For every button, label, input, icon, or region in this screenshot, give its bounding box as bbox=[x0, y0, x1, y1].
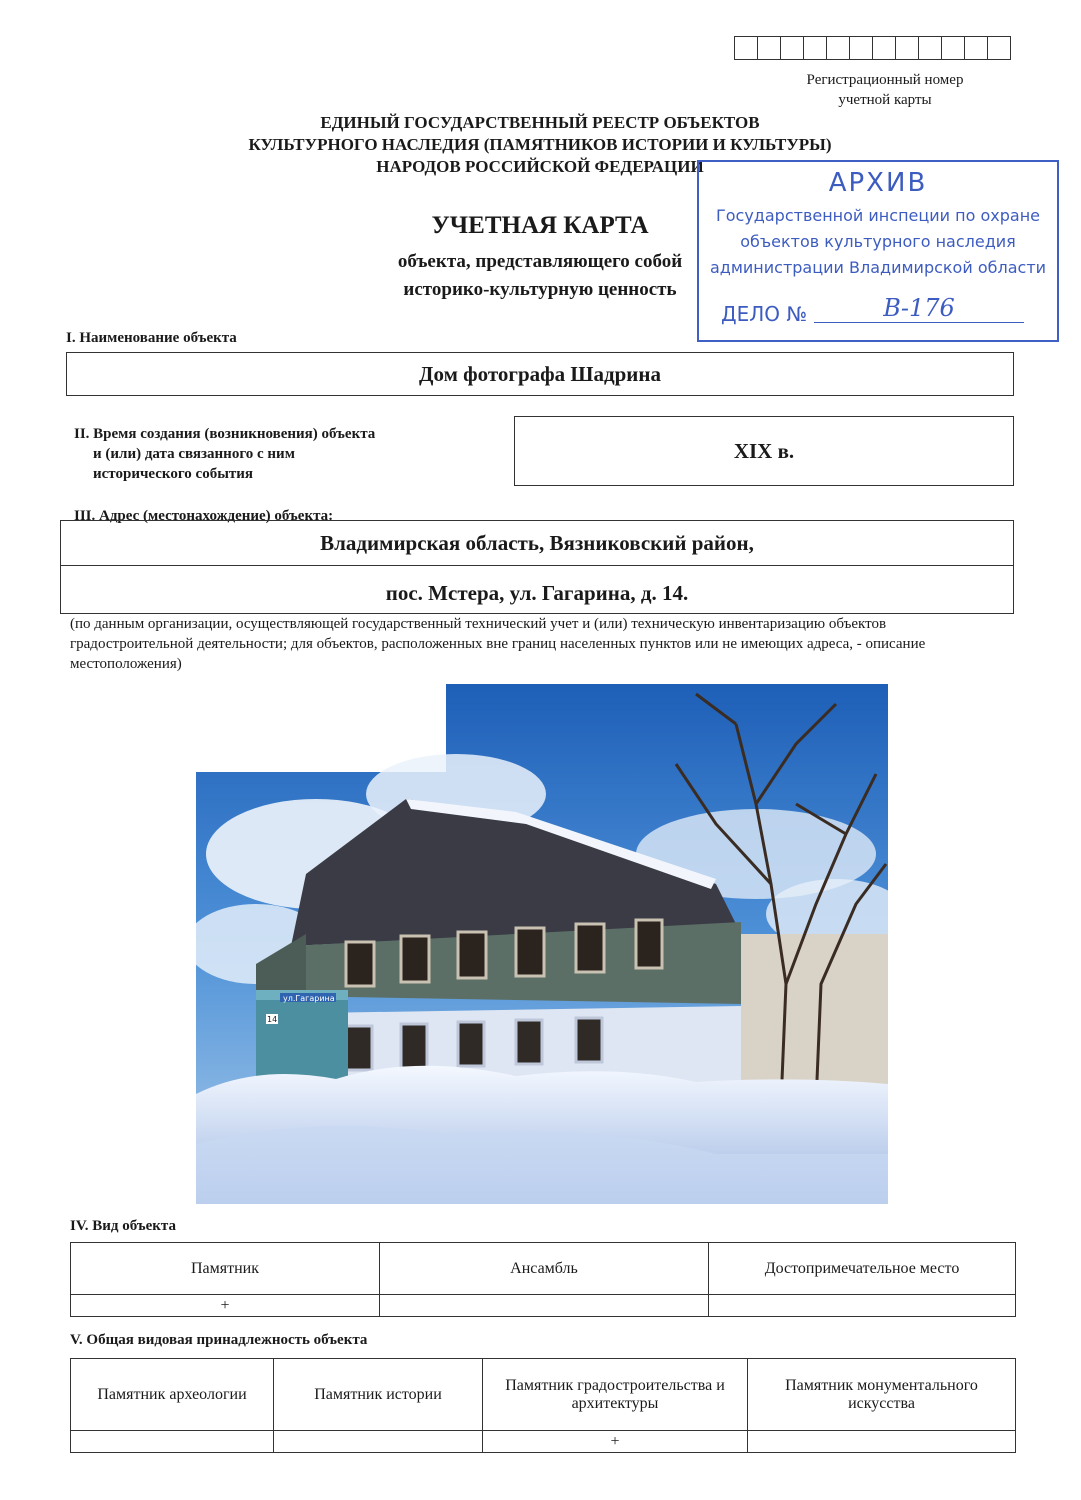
section2-label-line3: исторического события bbox=[93, 466, 254, 482]
registration-digit-box bbox=[872, 36, 896, 60]
section5-label: V. Общая видовая принадлежность объекта bbox=[70, 1332, 368, 1348]
object-category-header: Памятник монументального искусства bbox=[748, 1359, 1016, 1431]
registration-digit-box bbox=[757, 36, 781, 60]
section2-label-line1: II. Время создания (возникновения) объекта bbox=[74, 426, 376, 442]
street-sign-text: ул.Гагарина bbox=[283, 994, 335, 1003]
section3-label: III. Адрес (местонахождение) объекта: bbox=[74, 508, 334, 524]
registration-label bbox=[770, 70, 1000, 110]
object-category-header: Памятник истории bbox=[274, 1359, 483, 1431]
registration-digit-box bbox=[849, 36, 873, 60]
section1-label: I. Наименование объекта bbox=[66, 330, 237, 346]
object-type-mark: + bbox=[71, 1295, 380, 1317]
object-category-mark: + bbox=[483, 1431, 748, 1453]
registration-label-line2: учетной карты bbox=[838, 92, 932, 108]
object-type-mark bbox=[380, 1295, 709, 1317]
archive-stamp bbox=[697, 160, 1059, 342]
card-title: УЧЕТНАЯ КАРТА bbox=[431, 212, 649, 239]
card-subtitle-line1: объекта, представляющего собой bbox=[397, 251, 683, 272]
object-type-mark-row bbox=[71, 1295, 1016, 1317]
registration-digit-box bbox=[918, 36, 942, 60]
object-category-mark bbox=[274, 1431, 483, 1453]
stamp-line1: Государственной инспеции по охране bbox=[715, 206, 1040, 225]
address-field bbox=[60, 520, 1014, 614]
stamp-title: АРХИВ bbox=[828, 168, 928, 198]
object-category-table bbox=[70, 1358, 1016, 1453]
section2-label bbox=[74, 424, 494, 484]
object-name-field: Дом фотографа Шадрина bbox=[66, 352, 1014, 396]
object-type-table bbox=[70, 1242, 1016, 1317]
registration-digit-box bbox=[941, 36, 965, 60]
object-category-header: Памятник археологии bbox=[71, 1359, 274, 1431]
stamp-line3: администрации Владимирской области bbox=[709, 258, 1047, 277]
registration-digit-box bbox=[734, 36, 758, 60]
heading-line2: КУЛЬТУРНОГО НАСЛЕДИЯ (ПАМЯТНИКОВ ИСТОРИИ И КУЛЬТУРЫ) bbox=[248, 135, 832, 154]
building-photo bbox=[196, 684, 888, 1204]
registration-digit-box bbox=[964, 36, 988, 60]
registration-digit-box bbox=[987, 36, 1011, 60]
object-category-mark bbox=[71, 1431, 274, 1453]
registration-number-boxes bbox=[735, 36, 1011, 60]
house-number-text: 14 bbox=[267, 1015, 278, 1024]
registration-digit-box bbox=[895, 36, 919, 60]
object-category-header-row bbox=[71, 1359, 1016, 1431]
section2-label-line2: и (или) дата связанного с ним bbox=[93, 446, 295, 462]
object-type-header: Ансамбль bbox=[380, 1243, 709, 1295]
stamp-case-number: В-176 bbox=[814, 294, 1024, 323]
registration-label-line1: Регистрационный номер bbox=[806, 72, 964, 88]
object-type-header: Памятник bbox=[71, 1243, 380, 1295]
object-type-header: Достопримечательное место bbox=[709, 1243, 1016, 1295]
section4-label: IV. Вид объекта bbox=[70, 1218, 176, 1234]
address-line1: Владимирская область, Вязниковский район, bbox=[61, 521, 1013, 566]
registration-digit-box bbox=[803, 36, 827, 60]
registration-digit-box bbox=[780, 36, 804, 60]
card-subtitle-line2: историко-культурную ценность bbox=[403, 279, 677, 300]
object-category-mark-row bbox=[71, 1431, 1016, 1453]
stamp-line2: объектов культурного наследия bbox=[740, 232, 1016, 251]
stamp-case-label: ДЕЛО № bbox=[721, 302, 808, 326]
object-type-header-row bbox=[71, 1243, 1016, 1295]
registration-digit-box bbox=[826, 36, 850, 60]
address-note: (по данным организации, осуществляющей государственный технический учет и (или) техническую инвентаризацию объектов градостроительной деятельности; для объектов, расположенных вне границ населенных пунктов или не имеющих адреса, - описание местоположения) bbox=[70, 616, 926, 672]
creation-date-field: XIX в. bbox=[514, 416, 1014, 486]
address-line2: пос. Мстера, ул. Гагарина, д. 14. bbox=[385, 581, 689, 605]
object-category-header: Памятник градостроительства и архитектуры bbox=[483, 1359, 748, 1431]
object-type-mark bbox=[709, 1295, 1016, 1317]
heading-line1: ЕДИНЫЙ ГОСУДАРСТВЕННЫЙ РЕЕСТР ОБЪЕКТОВ bbox=[320, 113, 760, 132]
object-category-mark bbox=[748, 1431, 1016, 1453]
heading-line3: НАРОДОВ РОССИЙСКОЙ ФЕДЕРАЦИИ bbox=[376, 157, 704, 176]
